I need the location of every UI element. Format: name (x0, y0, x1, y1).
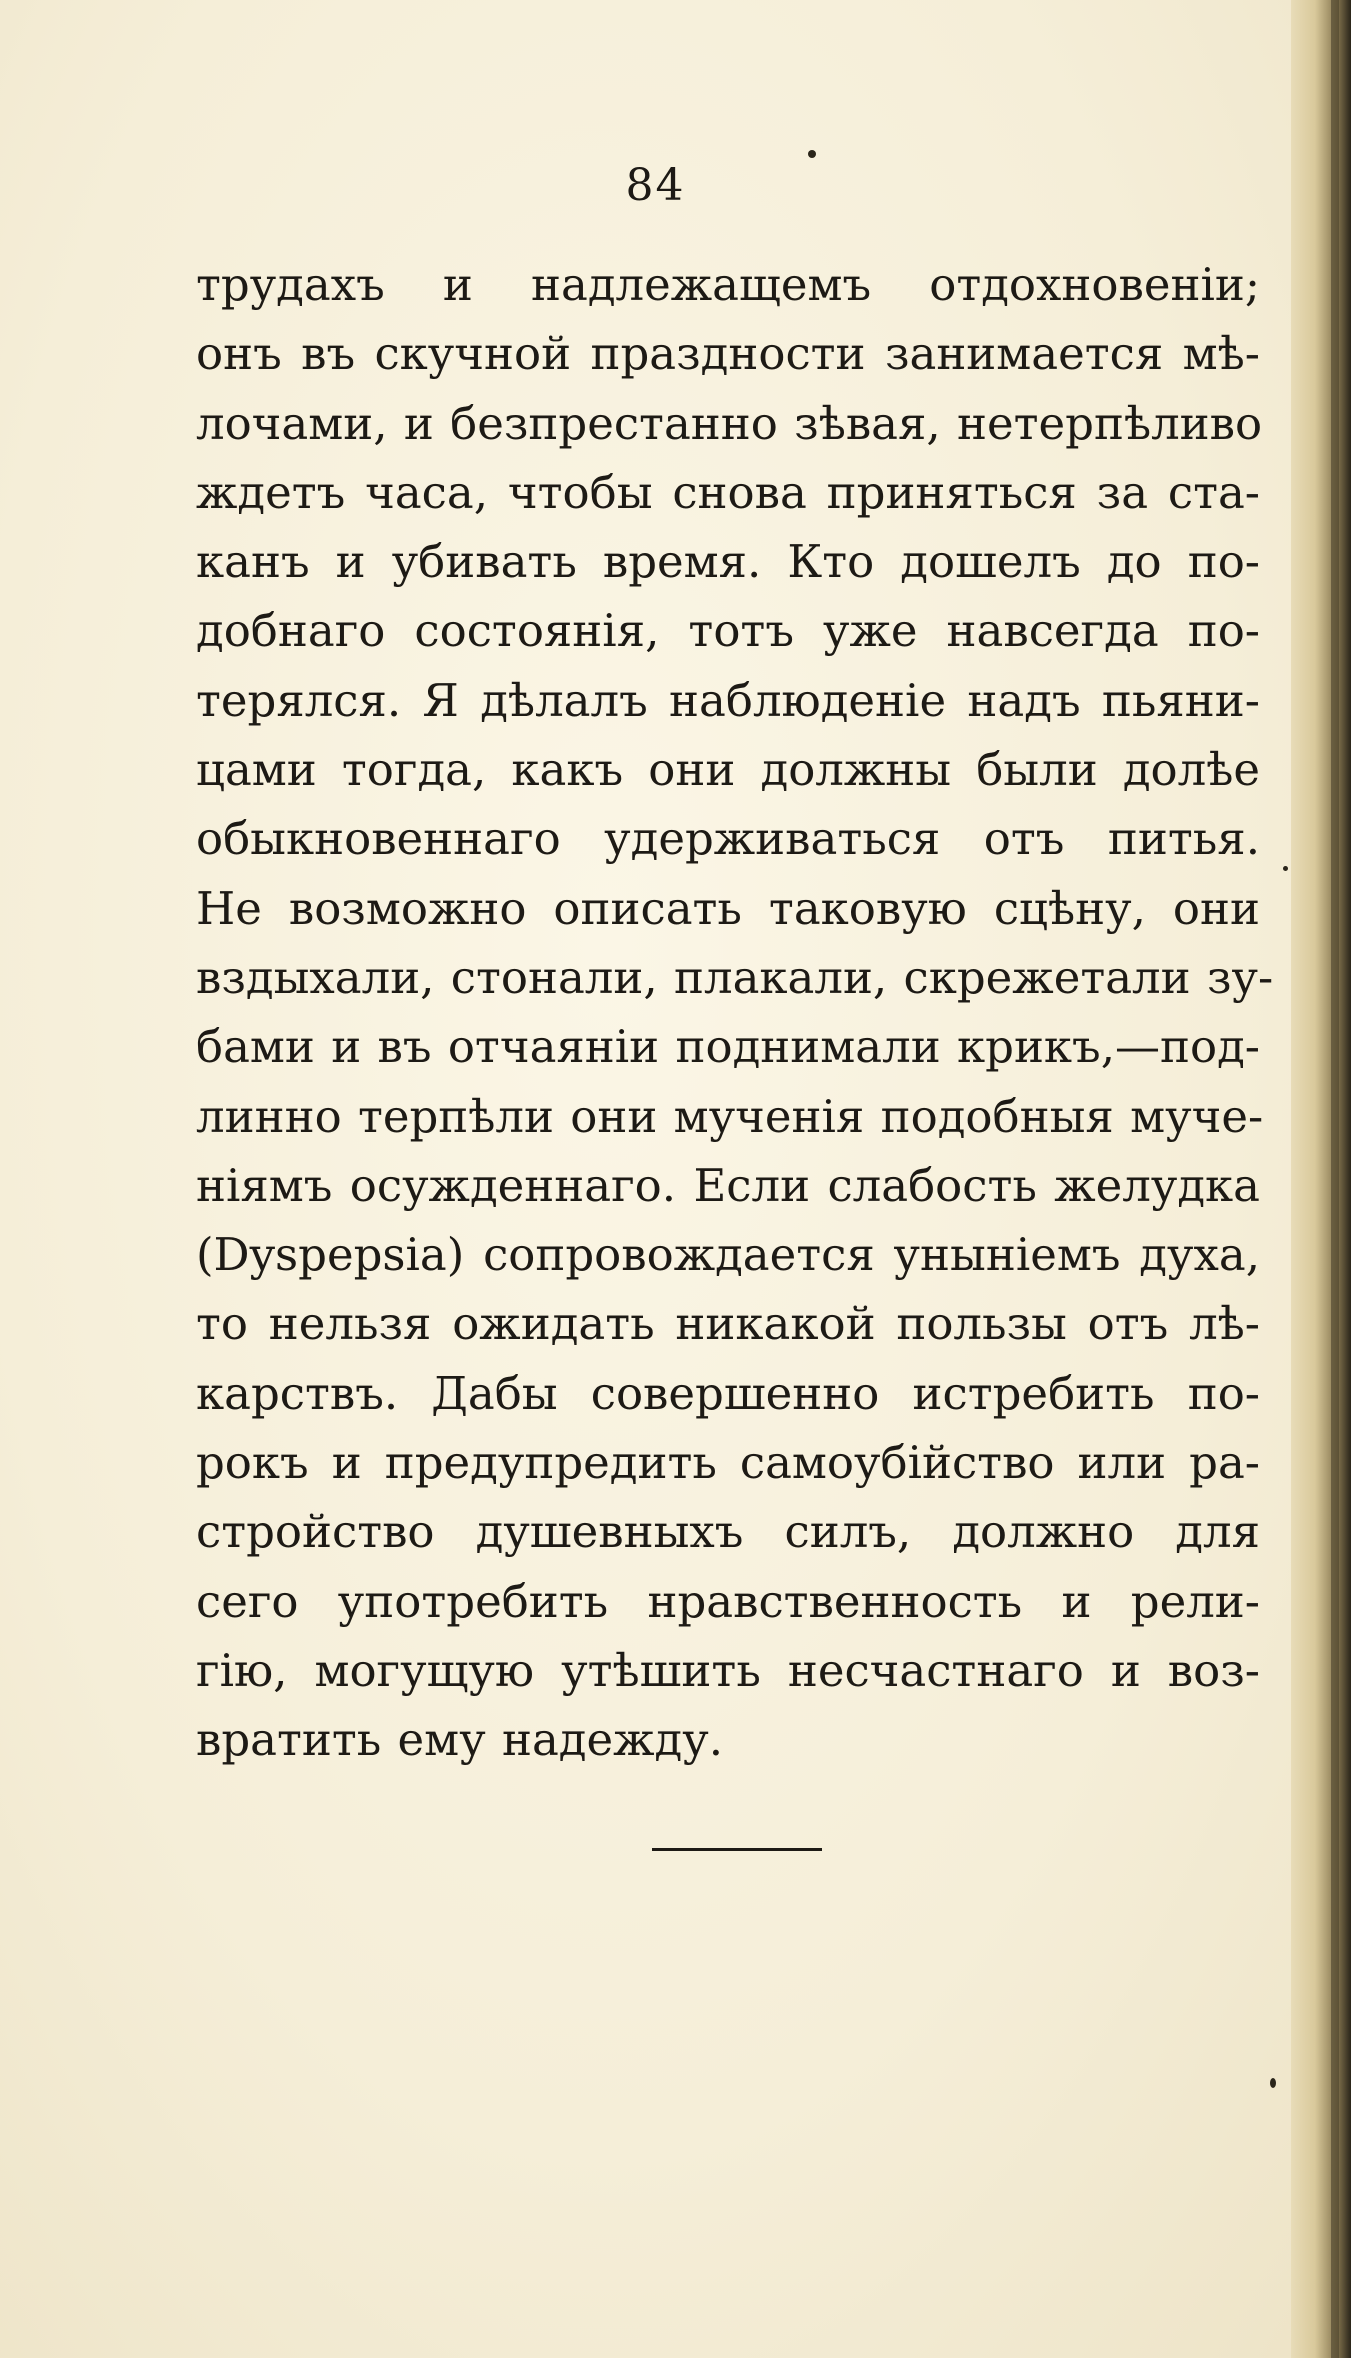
text-line: Не возможно описать таковую сцѣну, они (196, 881, 1260, 935)
page-number-text: 84 (625, 160, 686, 211)
text-line: рокъ и предупредить самоубійство или ра- (196, 1436, 1260, 1490)
ink-speck (1270, 2078, 1276, 2088)
text-line: онъ въ скучной праздности занимается мѣ- (196, 327, 1260, 381)
text-line: лочами, и безпрестанно зѣвая, нетерпѣливо (196, 396, 1263, 450)
text-line: то нельзя ожидать никакой пользы отъ лѣ- (196, 1297, 1260, 1351)
book-spine-shadow (1291, 0, 1351, 2358)
text-line: ждетъ часа, чтобы снова приняться за ста- (196, 465, 1260, 519)
text-line: бами и въ отчаяніи поднимали крикъ,—под- (196, 1020, 1260, 1074)
body-text (196, 250, 1274, 1775)
book-spine-edge (1331, 0, 1339, 2358)
text-line: канъ и убивать время. Кто дошелъ до по- (196, 535, 1260, 589)
text-line: терялся. Я дѣлалъ наблюденіе надъ пьяни- (196, 673, 1260, 727)
ink-speck (1283, 866, 1288, 871)
text-line: вздыхали, стонали, плакали, скрежетали зу- (196, 950, 1274, 1004)
text-line: гію, могущую утѣшить несчастнаго и воз- (196, 1643, 1260, 1697)
text-line: сего употребить нравственность и рели- (196, 1574, 1260, 1628)
text-line: линно терпѣли они мученія подобныя муче- (196, 1089, 1264, 1143)
page-number (0, 160, 1351, 211)
text-line: добнаго состоянія, тотъ уже навсегда по- (196, 604, 1260, 658)
text-line: трудахъ и надлежащемъ отдохновеніи; (196, 258, 1260, 311)
text-line: цами тогда, какъ они должны были долѣе (196, 743, 1260, 797)
text-line: обыкновеннаго удерживаться отъ питья. (196, 812, 1260, 866)
text-line: вратить ему надежду. (196, 1713, 724, 1767)
text-line: (Dyspepsia) сопровождается уныніемъ духа, (196, 1228, 1260, 1282)
text-line: ніямъ осужденнаго. Если слабость желудка (196, 1158, 1260, 1212)
ink-speck (808, 150, 816, 158)
section-divider-rule (652, 1848, 822, 1851)
text-line: карствъ. Дабы совершенно истребить по- (196, 1366, 1260, 1420)
text-line: стройство душевныхъ силъ, должно для (196, 1505, 1260, 1559)
